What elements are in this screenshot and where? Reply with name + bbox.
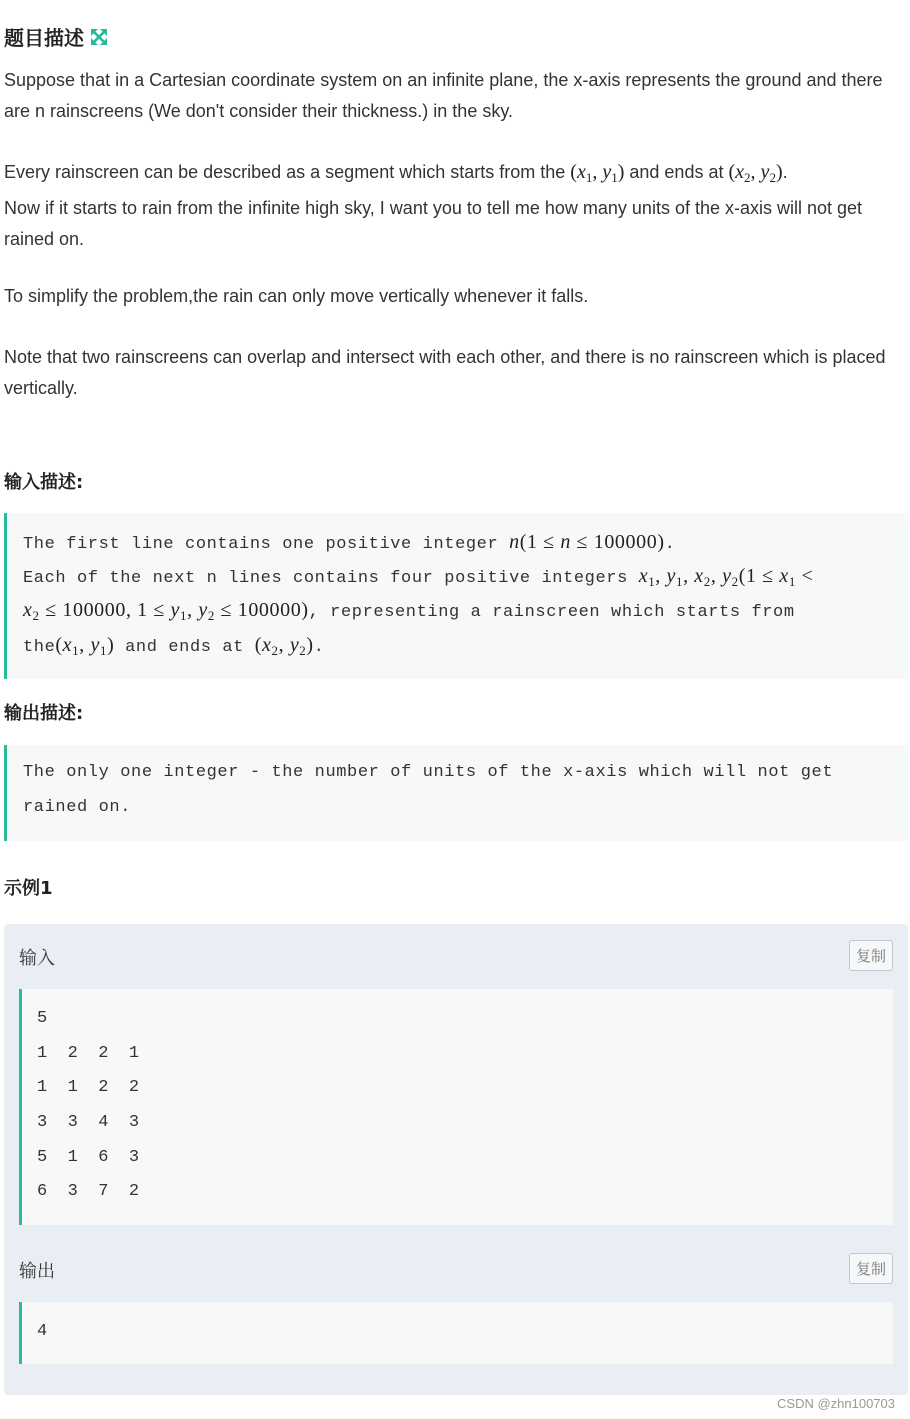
description-paragraph-4: Note that two rainscreens can overlap and intersect with each other, and there is no rainscreen which is placed vertically. <box>4 347 886 398</box>
example-input-label: 输入 <box>19 948 55 969</box>
description-paragraph-2 <box>4 157 904 255</box>
input-line-4-end: . <box>313 638 325 657</box>
input-description-box <box>4 513 908 679</box>
example-panel <box>4 924 908 1395</box>
input-description-heading: 输入描述: <box>4 472 84 493</box>
paragraph-2-text-a: Every rainscreen can be described as a segment which starts from the <box>4 162 571 182</box>
input-code-line: 6 3 7 2 <box>37 1182 140 1201</box>
example-output-code[interactable] <box>19 1302 893 1364</box>
paragraph-2-text-c: . <box>782 162 788 182</box>
expand-arrows-icon[interactable] <box>90 27 108 45</box>
input-code-line: 1 1 2 2 <box>37 1078 140 1097</box>
start-point-math: ($x_1$, $y_1$) <box>570 161 625 185</box>
example-input-code[interactable] <box>19 989 893 1225</box>
copy-output-button[interactable]: 复制 <box>849 1253 893 1284</box>
input-code-line: 5 1 6 3 <box>37 1148 140 1167</box>
problem-title-text: 题目描述 <box>4 25 84 50</box>
input-line-2-text: Each of the next n lines contains four positive integers <box>23 569 639 588</box>
input-line-1-text: The first line contains one positive integer <box>23 535 510 554</box>
input-line-4-text-a: the <box>23 638 56 657</box>
n-range-math: n(1 ≤ n ≤ 100000) <box>509 531 665 553</box>
input-line-1-end: . <box>664 535 676 554</box>
output-description-heading: 输出描述: <box>4 703 84 724</box>
description-paragraph-1: Suppose that in a Cartesian coordinate system on an infinite plane, the x-axis represents the ground and there are n rainscreens (We don't consider their thickness.) in the sky. <box>4 70 883 121</box>
input-line-3-text: , representing a rainscreen which starts from <box>308 603 795 622</box>
input-code-line: 5 <box>37 1009 48 1028</box>
paragraph-2-text-d: Now if it starts to rain from the infinite high sky, I want you to tell me how many units of the x-axis will not get rained on. <box>4 198 863 249</box>
output-description-line-2: rained on. <box>23 798 132 817</box>
paragraph-2-text-b: and ends at <box>624 162 729 182</box>
input-description-line-2 <box>23 565 813 590</box>
input-line-4-text-b: and ends at <box>114 638 255 657</box>
integers-math-part-1: $x_1$, $y_1$, $x_2$, $y_2(1 \le x_1$ < <box>638 565 814 589</box>
problem-title <box>4 22 108 50</box>
description-paragraph-3: To simplify the problem,the rain can only move vertically whenever it falls. <box>4 286 589 306</box>
input-description-line-4 <box>23 634 324 659</box>
end-point-math: ($x_2$, $y_2$) <box>728 161 783 185</box>
output-code-line: 4 <box>37 1322 48 1341</box>
input-description-line-1 <box>23 531 675 554</box>
output-description-line-1: The only one integer - the number of units of the x-axis which will not get <box>23 763 834 782</box>
input-start-point-math: ($x_1$, $y_1$) <box>55 634 115 658</box>
copy-input-button[interactable]: 复制 <box>849 940 893 971</box>
example-output-label: 输出 <box>19 1261 55 1282</box>
csdn-watermark: CSDN @zhn100703 <box>777 1396 895 1411</box>
input-code-line: 1 2 2 1 <box>37 1044 140 1063</box>
input-end-point-math: ($x_2$, $y_2$) <box>254 634 314 658</box>
output-description-box <box>4 745 908 841</box>
example-heading: 示例1 <box>4 878 53 899</box>
integers-math-part-2: $x_2 \le 100000$, $1 \le y_1$, $y_2 \le 100000$) <box>23 599 309 623</box>
input-code-line: 3 3 4 3 <box>37 1113 140 1132</box>
input-description-line-3 <box>23 599 795 624</box>
